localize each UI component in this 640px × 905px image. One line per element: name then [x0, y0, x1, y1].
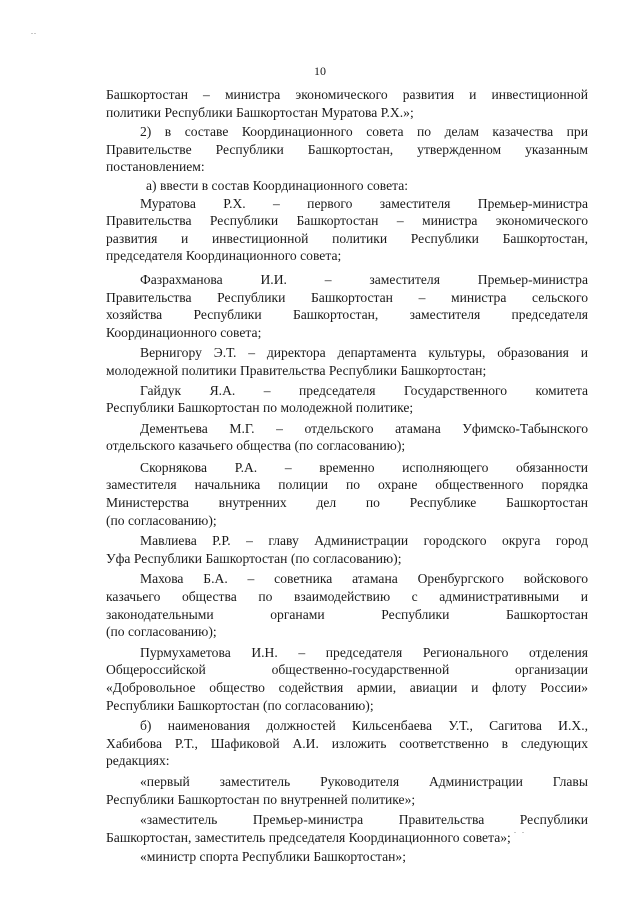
text-line: Мавлиева Р.Р. – главу Администрации городского округа город [140, 533, 588, 549]
text-line: Правительства Республики Башкортостан – министра экономического [106, 213, 588, 229]
text-line: политики Республики Башкортостан Муратова Р.Х.»; [106, 104, 414, 120]
text-line: б) наименования должностей Кильсенбаева У.Т., Сагитова И.Х., [140, 718, 588, 734]
text-line: Муратова Р.Х. – первого заместителя Премьер-министра [140, 195, 588, 211]
text-line: развития и инвестиционной политики Республики Башкортостан, [106, 230, 588, 246]
text-line: «министр спорта Республики Башкортостан»; [140, 849, 406, 865]
scan-speck [31, 33, 33, 34]
text-line: Общероссийской общественно-государственной организации [106, 662, 588, 678]
paragraph [106, 271, 588, 341]
paragraph [106, 420, 588, 455]
paragraph [106, 773, 588, 808]
text-line: (по согласованию); [106, 624, 217, 640]
text-line: хозяйства Республики Башкортостан, заместителя председателя [106, 307, 588, 323]
text-line: Уфа Республики Башкортостан (по согласованию); [106, 550, 402, 566]
page-number: 10 [314, 64, 326, 78]
text-line: постановлением: [106, 159, 205, 175]
text-line: «первый заместитель Руководителя Администрации Главы [140, 773, 588, 789]
text-line: Вернигору Э.Т. – директора департамента культуры, образования и [140, 345, 588, 361]
text-line: Башкортостан – министра экономического развития и инвестиционной [106, 87, 588, 102]
text-line: 2) в составе Координационного совета по делам казачества при [140, 124, 588, 140]
text-line: Координационного совета; [106, 324, 262, 340]
text-line: Дементьева М.Г. – отдельского атамана Уфимско-Табынского [140, 420, 588, 436]
text-line: (по согласованию); [106, 512, 217, 528]
text-line: законодательными органами Республики Башкортостан [106, 606, 588, 622]
text-line: «Добровольное общество содействия армии, авиации и флоту России» [106, 680, 588, 695]
paragraph [106, 344, 588, 379]
paragraph [106, 811, 588, 846]
text-line: Правительства Республики Башкортостан – министра сельского [106, 289, 588, 305]
text-line: отдельского казачьего общества (по согласованию); [106, 438, 406, 454]
paragraph [106, 459, 588, 529]
text-line: Пурмухаметова И.Н. – председателя Регионального отделения [140, 644, 588, 660]
text-line: Гайдук Я.А. – председателя Государственного комитета [140, 382, 588, 398]
text-line: Республики Башкортостан по молодежной политике; [106, 400, 414, 416]
text-line: председателя Координационного совета; [106, 248, 342, 264]
text-line: «заместитель Премьер-министра Правительства Республики [140, 812, 588, 828]
text-line: редакциях: [106, 753, 170, 769]
text-line: а) ввести в состав Координационного совета: [146, 177, 409, 193]
document-body [106, 80, 588, 866]
text-line: Республики Башкортостан по внутренней политике»; [106, 791, 416, 807]
text-line: Республики Башкортостан (по согласованию); [106, 697, 374, 713]
text-line: Скорнякова Р.А. – временно исполняющего обязанности [140, 459, 588, 475]
text-line: Махова Б.А. – советника атамана Оренбургского войскового [140, 571, 588, 587]
paragraph [106, 382, 588, 417]
paragraph [106, 644, 588, 714]
paragraph [106, 848, 588, 866]
text-line: Хабибова Р.Т., Шафиковой А.И. изложить соответственно в следующих [106, 735, 588, 751]
text-line: молодежной политики Правительства Республики Башкортостан; [106, 362, 487, 378]
paragraph [106, 717, 588, 770]
text-line: заместителя начальника полиции по охране общественного порядка [106, 477, 588, 493]
scan-speck [34, 33, 36, 34]
paragraph [106, 532, 588, 567]
text-line: казачьего общества по взаимодействию с административными и [106, 589, 588, 605]
paragraph [106, 123, 588, 176]
text-line: Фазрахманова И.И. – заместителя Премьер-министра [140, 271, 588, 287]
text-line: Башкортостан, заместитель председателя Координационного совета»; [106, 829, 511, 845]
text-line: Министерства внутренних дел по Республике Башкортостан [106, 495, 588, 511]
paragraph [106, 195, 588, 265]
paragraph [106, 177, 588, 195]
paragraph [106, 86, 588, 121]
paragraph [106, 570, 588, 640]
text-line: Правительстве Республики Башкортостан, утвержденном указанным [106, 141, 588, 157]
